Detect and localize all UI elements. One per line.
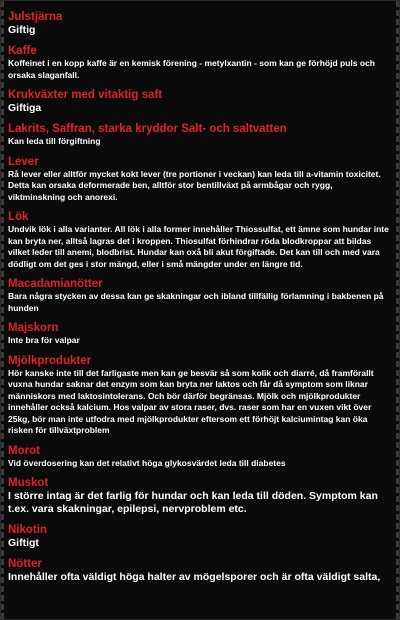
entry-text: Kan leda till förgiftning	[8, 136, 101, 146]
entry-title: Lakrits, Saffran, starka kryddor Salt- och saltvatten	[8, 123, 287, 135]
entry-krukvaxter	[8, 89, 391, 115]
entry-title: Muskot	[8, 477, 49, 489]
entry-title: Morot	[8, 444, 40, 457]
food-list	[8, 11, 391, 592]
entry-julstjarna	[8, 11, 391, 37]
entry-title: Mjölkprodukter	[8, 354, 92, 367]
entry-title: Macadamianötter	[8, 278, 103, 290]
entry-lever	[8, 156, 391, 204]
entry-kaffe	[8, 45, 391, 81]
entry-text: Vid överdosering kan det relativt höga glykosvärdet leda till diabetes	[8, 457, 286, 468]
entry-mjolkprodukter	[8, 355, 391, 437]
entry-title: Kaffe	[8, 45, 37, 57]
entry-text: I större intag är det farlig för hundar och kan leda till döden. Symptom kan t.ex. vara skakningar, epilepsi, nervproblem etc.	[8, 490, 378, 515]
entry-macadamianotter	[8, 278, 391, 314]
entry-text: Koffeinet i en kopp kaffe är en kemisk förening - metylxantin - som kan ge förhöjd puls och orsaka slaganfall.	[8, 58, 375, 80]
entry-nikotin	[8, 524, 391, 550]
entry-majskorn	[8, 322, 391, 347]
entry-text: Rå lever eller alltför mycket kokt lever (tre portioner i veckan) kan leda till a-vitamin toxicitet. Detta kan orsaka deformerade ben, alltför stor bentillväxt på armbågar och rygg, viktminskning och anorexi.	[8, 168, 381, 202]
entry-title: Majskorn	[8, 322, 59, 334]
entry-text: Hör kanske inte till det farligaste men kan ge besvär så som kolik och diarré, då framförallt vuxna hundar saknar det enzym som kan bryta ner laktos och får då symptom som liknar människors med laktosintolerans. Och bör därför begränsas. Mjölk och mjölkprodukter innehåller också kalcium. Hos valpar av stora raser, dvs. raser som har en vuxen vikt över 25kg, bör man inte utfodra med mjölkprodukter eftersom ett förhöjt kalciumintag kan öka risken för tillväxtproblem	[8, 367, 374, 435]
entry-lakrits	[8, 123, 391, 148]
entry-title: Lever	[8, 155, 39, 168]
entry-text: Giftiga	[8, 102, 42, 114]
entry-muskot	[8, 477, 391, 516]
entry-text: Inte bra för valpar	[8, 335, 80, 345]
entry-title: Krukväxter med vitaktig saft	[8, 89, 163, 101]
entry-text: Giftig	[8, 24, 36, 36]
entry-text: Giftigt	[8, 537, 39, 549]
entry-title: Nikotin	[8, 524, 47, 536]
entry-notter	[8, 558, 391, 584]
entry-text: Innehåller ofta väldigt höga halter av mögelsporer och är ofta väldigt salta,	[8, 571, 381, 583]
entry-title: Julstjärna	[8, 11, 63, 23]
entry-title: Nötter	[8, 558, 42, 570]
entry-morot	[8, 445, 391, 470]
entry-text: Bara några stycken av dessa kan ge skakningar och ibland tillfällig förlamning i bakbenen på hunden	[8, 291, 384, 313]
entry-title: Lök	[8, 211, 29, 223]
entry-lok	[8, 211, 391, 270]
entry-text: Undvik lök i alla varianter. All lök i alla former innehåller Thiossulfat, ett ämne som hundar inte kan bryta ner, alltså lagras det i kroppen. Thiosulfat förhindrar röda blodkroppar att bildas vilket leder till anemi, blodbrist. Hundar kan oxå bli akut förgiftade. Det kan till och med vara dödligt om det ges i stor mängd, eller i små mängder under en längre tid.	[8, 224, 389, 269]
